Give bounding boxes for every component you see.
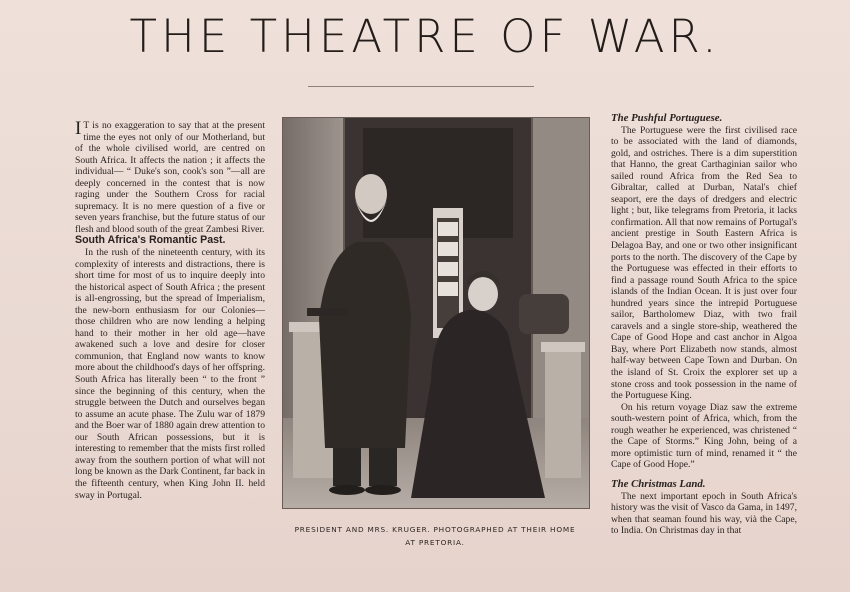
right-column — [611, 113, 797, 537]
intro-text: T is no exaggeration to say that at the present time the eyes not only of our Motherland, but of the whole civilised world, are centred on South Africa. It affects the nation ; it affects the individual— “ Duke's son, cook's son ”—all are deeply concerned in the contest that is now raging under the Southern Cross for racial supremacy. It is no mere question of a five or seven years franchise, but the future status of our flesh and blood south of the great Zambesi River. — [75, 120, 265, 235]
section-heading-pushful-portuguese: The Pushful Portuguese. — [611, 112, 723, 124]
section-heading-christmas-land: The Christmas Land. — [611, 477, 706, 490]
christmas-land-paragraph: The next important epoch in South Africa's history was the visit of Vasco da Gama, in 1497, when that seaman found his way, vià the Cape, to India. On Christmas day in that — [611, 490, 797, 537]
caption-line-2: AT PRETORIA. — [405, 538, 465, 547]
photo-illustration — [283, 118, 589, 508]
caption-line-1: PRESIDENT AND MRS. KRUGER. PHOTOGRAPHED AT THEIR HOME — [294, 525, 576, 534]
page-title: THE THEATRE OF WAR. — [129, 10, 721, 63]
drop-cap: I — [75, 118, 82, 139]
intro-paragraph — [75, 120, 265, 235]
kruger-photograph — [282, 117, 590, 509]
portuguese-paragraph-1: The Portuguese were the first civilised race to be associated with the land of diamonds, gold, and ostriches. There is a dim superstition that Hanno, the great Carthaginian sailor who sailed round Africa from the Red Sea to Gibraltar, called at Durban, Natal's chief seaport, ere the days of dredgers and electric light ; but, like telegrams from Pretoria, it lacks confirmation. All that now remains of Portugal's ancient prestige in South Eastern Africa is Delagoa Bay, and one or two other insignificant ports to the north. The discovery of the Cape by the Portuguese was effected in their efforts to find a passage round South Africa to the spice islands of the Indian Ocean. It is just over four hundred years since the intrepid Portuguese sailor, Bartholomew Diaz, with two frail caravels and a single store-ship, weathered the Cape of Good Hope and cast anchor in Algoa Bay, where Port Elizabeth now stands, almost half-way between Cape Town and Durban. On the island of St. Croix the explorer set up a stone cross and took possession in the name of the Portuguese King. — [611, 124, 797, 402]
left-column — [75, 120, 265, 501]
title-rule — [308, 86, 534, 87]
romantic-past-paragraph: In the rush of the nineteenth century, with its complexity of interests and distractions, there is short time for most of us to inquire deeply into the historical aspect of South Africa ; the present is all-engrossing, but the spread of Imperialism, the new-born enthusiasm for our Colonies—those children who are now lending a helping hand to their mother in her old age—have awakened such a love and desire for closer communion, that England now wants to know more about the childhood's days of her offspring. South Africa has literally been “ to the front ” since the beginning of this century, when the struggle between the Dutch and ourselves began to assume an acute phase. The Zulu war of 1879 and the Boer war of 1880 again drew attention to our South African possessions, but it is interesting to remember that the mists first rolled away from the southern portion of what will not long be known as the Dark Continent, far back in the fifteenth century, when King John II. held sway in Portugal. — [75, 247, 265, 501]
portuguese-paragraph-2: On his return voyage Diaz saw the extreme south-western point of Africa, which, from the rough weather he experienced, was christened “ the Cape of Storms.” King John, being of a more optimistic turn of mind, renamed it “ the Cape of Good Hope.” — [611, 401, 797, 471]
section-heading-romantic-past: South Africa's Romantic Past. — [75, 234, 226, 247]
photo-caption — [282, 523, 588, 549]
